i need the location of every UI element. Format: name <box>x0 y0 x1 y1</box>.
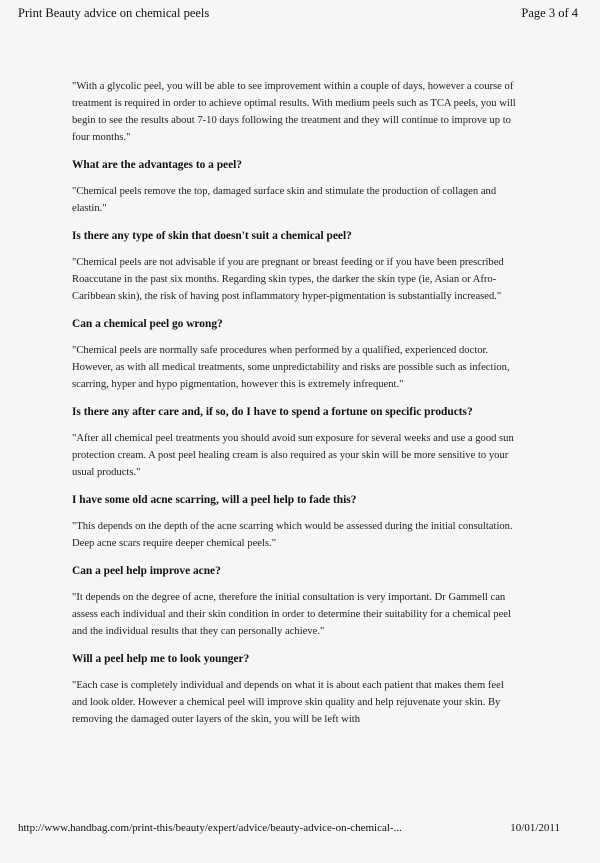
print-date: 10/01/2011 <box>510 822 560 834</box>
answer-text: "It depends on the degree of acne, therefore the initial consultation is very important. Dr Gammell can assess each individual and their skin condition in order to determine their suitability for a chemical peel and the individual results that they can personally achieve." <box>72 592 511 637</box>
question-heading: What are the advantages to a peel? <box>72 159 243 171</box>
answer-text: "Chemical peels are not advisable if you are pregnant or breast feeding or if you have been prescribed Roaccutane in the past six months. Regarding skin types, the darker the skin type (ie, Asian or Afro-Caribbean skin), the risk of having post inflammatory hyper-pigmentation is substantially increased." <box>72 257 504 302</box>
answer-text: "Each case is completely individual and depends on what it is about each patient that makes them feel and look older. However a chemical peel will improve skin quality and help rejuvenate your skin. By removing the damaged outer layers of the skin, you will be left with <box>72 680 504 725</box>
source-url: http://www.handbag.com/print-this/beauty/expert/advice/beauty-advice-on-chemical-... <box>18 822 402 834</box>
intro-answer: "With a glycolic peel, you will be able to see improvement within a couple of days, however a course of treatment is required in order to achieve optimal results. With medium peels such as TCA peels, you will begin to see the results about 7-10 days following the treatment and they will continue to improve up to four months." <box>72 81 516 143</box>
print-title: Print Beauty advice on chemical peels <box>18 6 210 20</box>
question-heading: Will a peel help me to look younger? <box>72 653 250 665</box>
page-number: Page 3 of 4 <box>521 6 578 20</box>
answer-text: "Chemical peels are normally safe procedures when performed by a qualified, experienced doctor. However, as with all medical treatments, some unpredictability and risks are possible such as infection, scarring, hyper and hypo pigmentation, however this is extremely infrequent." <box>72 345 510 390</box>
answer-text: "After all chemical peel treatments you should avoid sun exposure for several weeks and use a good sun protection cream. A post peel healing cream is also required as your skin will be more sensitive to your usual products." <box>72 433 514 478</box>
question-heading: Can a chemical peel go wrong? <box>72 318 223 330</box>
answer-text: "This depends on the depth of the acne scarring which would be assessed during the initial consultation. Deep acne scars require deeper chemical peels." <box>72 521 513 549</box>
answer-text: "Chemical peels remove the top, damaged surface skin and stimulate the production of collagen and elastin." <box>72 186 497 214</box>
article-body <box>72 78 520 739</box>
question-heading: Is there any type of skin that doesn't suit a chemical peel? <box>72 230 352 242</box>
question-heading: Can a peel help improve acne? <box>72 565 221 577</box>
running-header <box>18 6 578 21</box>
running-footer <box>18 822 560 834</box>
question-heading: I have some old acne scarring, will a peel help to fade this? <box>72 494 357 506</box>
question-heading: Is there any after care and, if so, do I have to spend a fortune on specific products? <box>72 406 473 418</box>
